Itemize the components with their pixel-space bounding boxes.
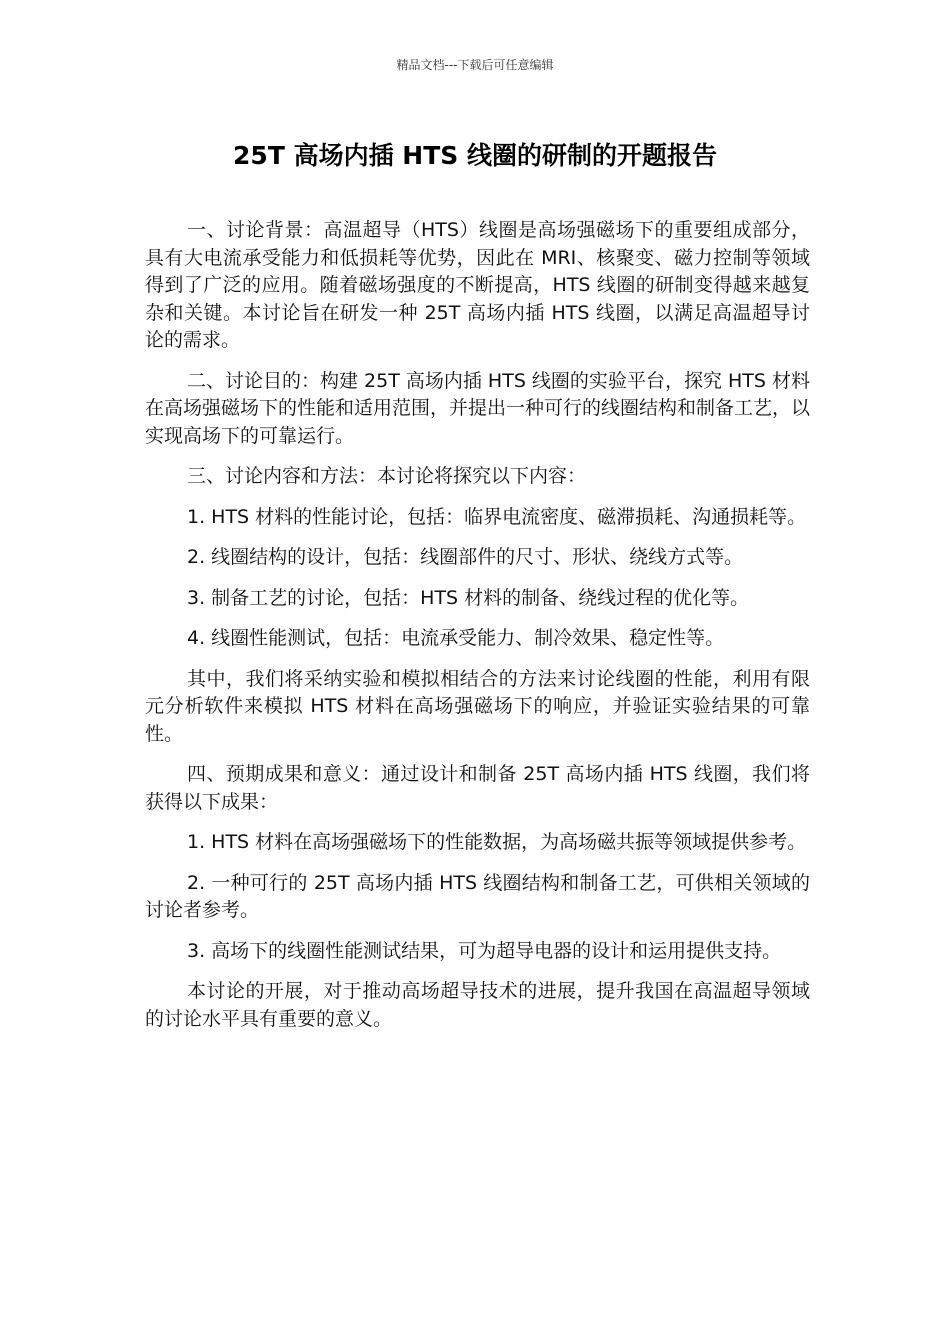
list-item-content-4: 4. 线圈性能测试，包括：电流承受能力、制冷效果、稳定性等。 <box>187 627 725 649</box>
list-item-result-3: 3. 高场下的线圈性能测试结果，可为超导电器的设计和运用提供支持。 <box>187 939 782 962</box>
paragraph-purpose: 二、讨论目的：构建 25T 高场内插 HTS 线圈的实验平台，探究 HTS 材料在高场强磁场下的性能和适用范围，并提出一种可行的线圈结构和制备工艺，以实现高场下的可靠运行。 <box>145 369 811 447</box>
list-item-result-1: 1. HTS 材料在高场强磁场下的性能数据，为高场磁共振等领域提供参考。 <box>187 831 807 853</box>
list-item-content-2: 2. 线圈结构的设计，包括：线圈部件的尺寸、形状、绕线方式等。 <box>187 546 744 568</box>
list-item-content-1: 1. HTS 材料的性能讨论，包括：临界电流密度、磁滞损耗、沟通损耗等。 <box>187 505 807 528</box>
document-body <box>145 217 810 1046</box>
paragraph-expected-results: 四、预期成果和意义：通过设计和制备 25T 高场内插 HTS 线圈，我们将获得以下成果： <box>145 763 810 813</box>
paragraph-content-methods: 三、讨论内容和方法：本讨论将探究以下内容： <box>187 465 587 487</box>
list-item-result-2: 2. 一种可行的 25T 高场内插 HTS 线圈结构和制备工艺，可供相关领域的讨论者参考。 <box>145 871 810 921</box>
list-item-content-3: 3. 制备工艺的讨论，包括：HTS 材料的制备、绕线过程的优化等。 <box>187 586 750 609</box>
paragraph-background: 一、讨论背景：高温超导（HTS）线圈是高场强磁场下的重要组成部分，具有大电流承受能力和低损耗等优势，因此在 MRI、核聚变、磁力控制等领域得到了广泛的应用。随着磁场强度的不断提高，HTS 线圈的研制变得越来越复杂和关键。本讨论旨在研发一种 25T 高场内插 HTS 线圈，以满足高温超导讨论的需求。 <box>145 219 810 351</box>
document-title: 25T 高场内插 HTS 线圈的研制的开题报告 <box>233 141 717 170</box>
paragraph-conclusion: 本讨论的开展，对于推动高场超导技术的进展，提升我国在高温超导领域的讨论水平具有重要的意义。 <box>145 980 810 1030</box>
paragraph-method-detail: 其中，我们将采纳实验和模拟相结合的方法来讨论线圈的性能，利用有限元分析软件来模拟 HTS 材料在高场强磁场下的响应，并验证实验结果的可靠性。 <box>145 667 810 745</box>
header-note: 精品文档---下载后可任意编辑 <box>396 58 554 72</box>
